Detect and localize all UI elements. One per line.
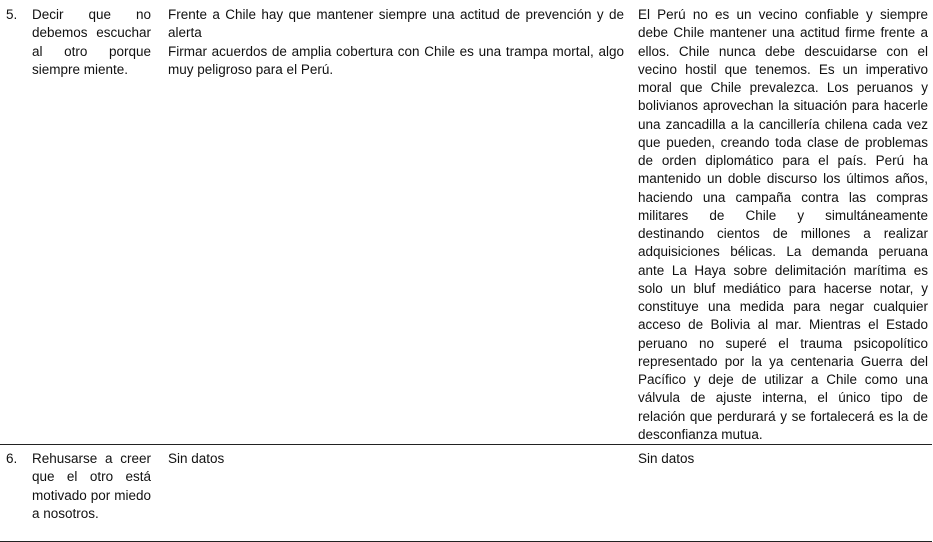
column-c-paragraph: El Perú no es un vecino confiable y siempre debe Chile mantener una actitud firme frente a ellos. Chile nunca debe descuidarse con el vecino hostil que tenemos. Es un imperativo moral que Chile prevalezca. Los peruanos y bolivianos aprovechan la situación para hacerle una zancadilla a la cancillería chilena cada vez que pueden, creando toda clase de problemas de orden diplomático para el país. Perú ha mantenido un doble discurso los últimos años, haciendo una campaña contra las compras militares de Chile y simultáneamente destinando cientos de millones a realizar adquisiciones bélicas. La demanda peruana ante La Haya sobre delimitación marítima es solo un bluf mediático para hacerse notar, y constituye una medida para negar cualquier acceso de Bolivia al mar. Mientras el Estado peruano no superé el trauma psicopolítico representado por la ya centenaria Guerra del Pacífico y deje de utilizar a Chile como una válvula de ajuste interna, el único tipo de relación que perdurará y se fortalecerá es la de desconfianza mutua. [638,7,928,442]
column-b-paragraph: Firmar acuerdos de amplia cobertura con Chile es una trampa mortal, algo muy peligroso para el Perú. [168,43,624,77]
column-b-paragraph: Frente a Chile hay que mantener siempre una actitud de prevención y de alerta [168,7,624,41]
criterion-text: Rehusarse a creer que el otro está motivado por miedo a nosotros. [32,451,151,521]
column-b-cell [159,1,630,445]
table-row [0,1,932,445]
column-b-paragraph: Sin datos [168,451,225,466]
row-number: 5. [6,7,18,22]
column-c-cell [630,1,932,445]
criterion-text: Decir que no debemos escuchar al otro porque siempre miente. [32,7,151,77]
column-b-cell [159,445,630,542]
column-c-cell [630,445,932,542]
criterion-cell [0,1,159,445]
criteria-table [0,1,932,542]
criterion-cell [0,445,159,542]
column-c-paragraph: Sin datos [638,451,695,466]
table-row [0,445,932,542]
row-number: 6. [6,451,18,466]
